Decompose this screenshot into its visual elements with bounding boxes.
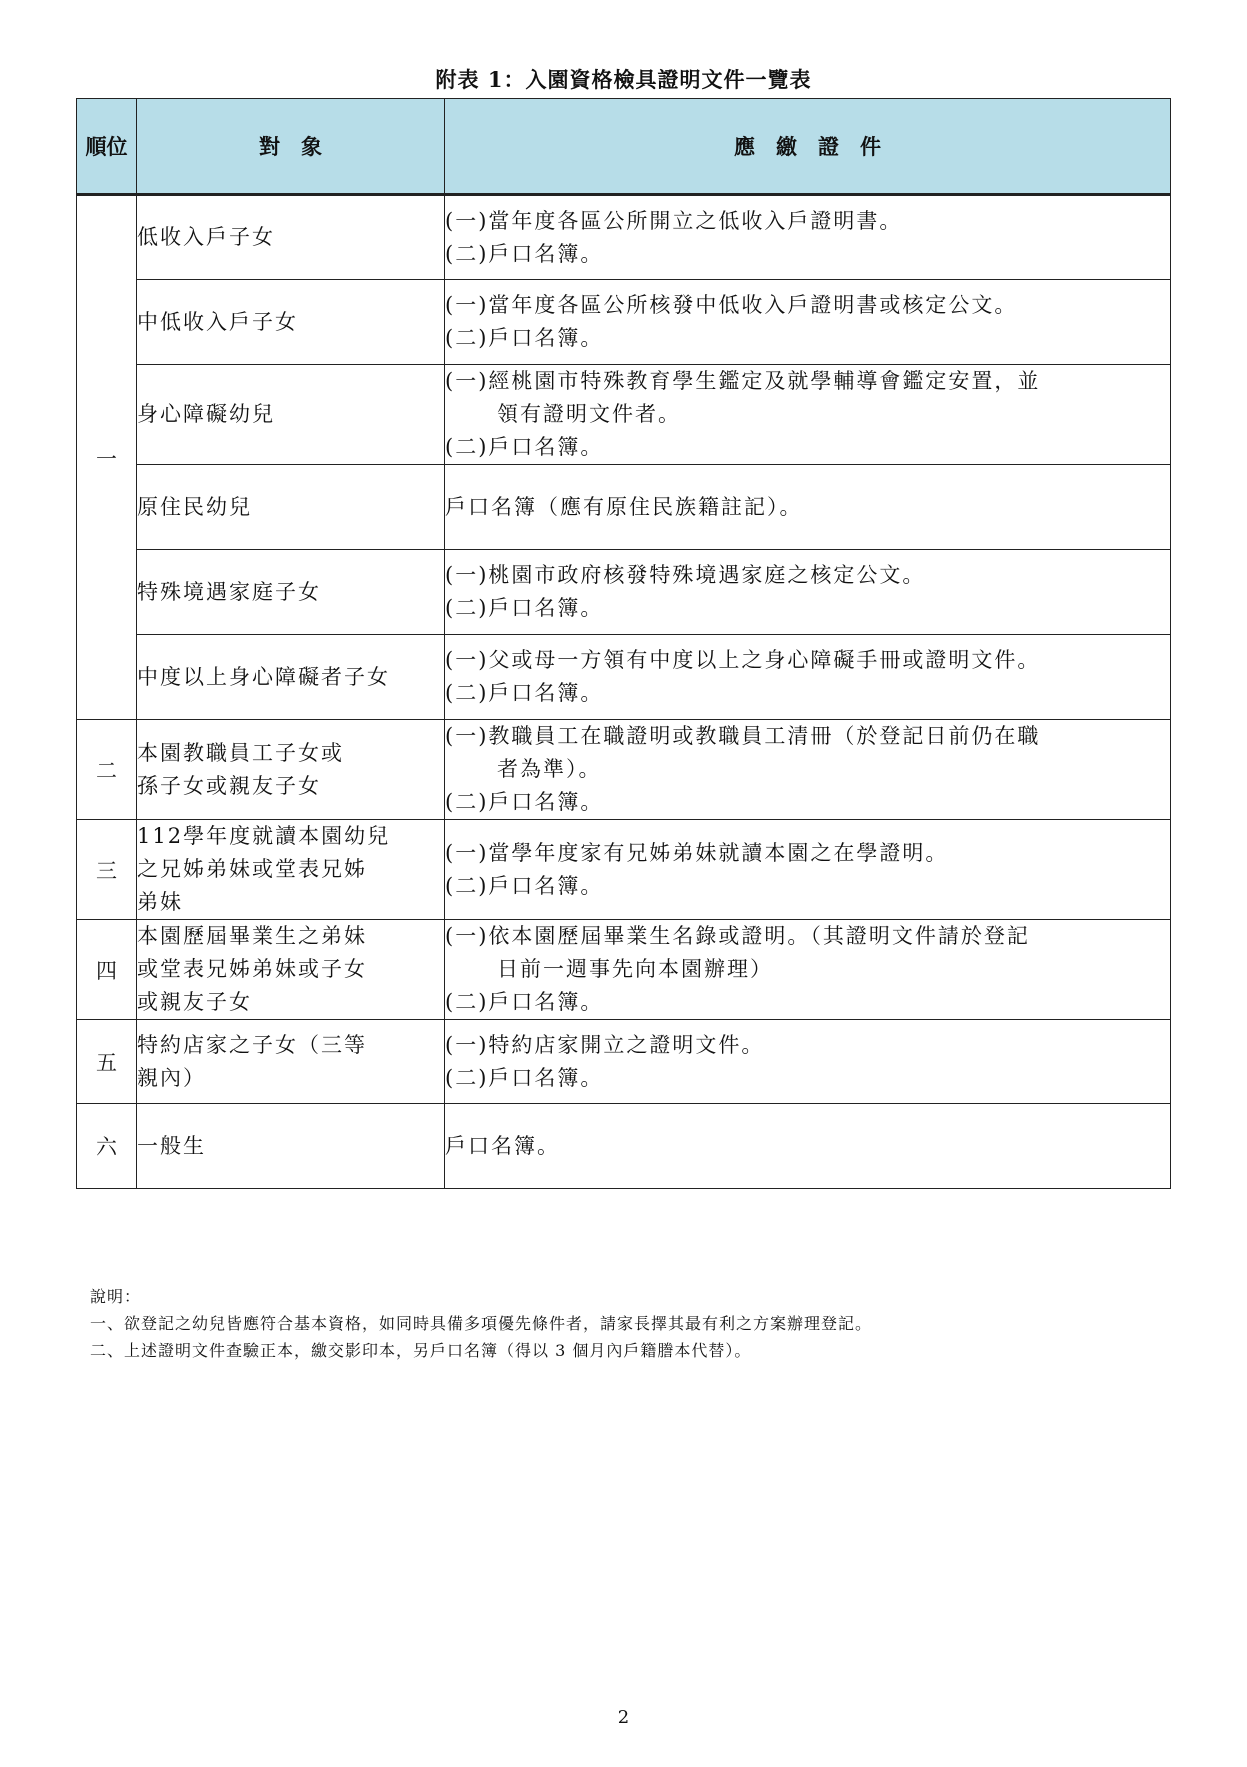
target-cell	[137, 1104, 445, 1189]
rank-cell: 六	[77, 1104, 137, 1189]
rank-cell: 三	[77, 820, 137, 920]
target-text: 或堂表兄姊弟妹或子女	[137, 957, 367, 981]
target-text: 孫子女或親友子女	[137, 773, 321, 798]
target-text: 或親友子女	[137, 990, 252, 1014]
document-line: (一)特約店家開立之證明文件。	[445, 1032, 765, 1057]
documents-cell	[445, 635, 1171, 720]
rank-cell: 一	[77, 195, 137, 720]
target-text: 112學年度就讀本園幼兒	[137, 824, 391, 848]
notes-section	[90, 1283, 872, 1364]
document-line: 戶口名簿（應有原住民族籍註記）。	[445, 494, 803, 519]
target-text: 原住民幼兒	[137, 494, 252, 519]
note-item: 一、欲登記之幼兒皆應符合基本資格，如同時具備多項優先條件者，請家長擇其最有利之方案辦理登記。	[90, 1314, 873, 1333]
table-row	[77, 820, 1171, 920]
table-row	[77, 720, 1171, 820]
table-row	[77, 280, 1171, 365]
document-line: (一)當學年度家有兄姊弟妹就讀本園之在學證明。	[445, 840, 949, 865]
document-line: (一)當年度各區公所開立之低收入戶證明書。	[445, 208, 903, 233]
note-item: 二、上述證明文件查驗正本，繳交影印本，另戶口名簿（得以 3 個月內戶籍謄本代替）。	[90, 1341, 752, 1360]
document-line: (二)戶口名簿。	[445, 873, 604, 898]
target-cell	[137, 280, 445, 365]
documents-table	[76, 98, 1171, 1189]
target-cell	[137, 635, 445, 720]
document-line: (二)戶口名簿。	[445, 596, 604, 620]
table-row	[77, 920, 1171, 1020]
target-text: 一般生	[137, 1133, 206, 1158]
target-cell	[137, 195, 445, 280]
documents-cell	[445, 365, 1171, 465]
document-line: 戶口名簿。	[445, 1133, 560, 1158]
target-text: 弟妹	[137, 890, 183, 914]
document-line: (二)戶口名簿。	[445, 990, 604, 1014]
documents-cell	[445, 1104, 1171, 1189]
target-text: 特約店家之子女（三等	[137, 1032, 367, 1057]
target-cell	[137, 820, 445, 920]
document-line: (一)桃園市政府核發特殊境遇家庭之核定公文。	[445, 563, 926, 587]
target-text: 之兄姊弟妹或堂表兄姊	[137, 857, 367, 881]
document-line: (二)戶口名簿。	[445, 1065, 604, 1090]
page-number: 2	[617, 1707, 630, 1728]
documents-cell	[445, 820, 1171, 920]
target-cell	[137, 1020, 445, 1104]
notes-heading: 說明：	[90, 1287, 142, 1306]
document-line: 者為準）。	[497, 757, 602, 781]
documents-cell	[445, 280, 1171, 365]
header-rank: 順位	[77, 99, 137, 195]
table-row	[77, 195, 1171, 280]
rank-cell: 五	[77, 1020, 137, 1104]
table-row	[77, 465, 1171, 550]
document-line: (一)經桃園市特殊教育學生鑑定及就學輔導會鑑定安置，並	[445, 369, 1041, 393]
document-line: (一)當年度各區公所核發中低收入戶證明書或核定公文。	[445, 293, 1018, 317]
document-line: (二)戶口名簿。	[445, 241, 604, 266]
table-row	[77, 635, 1171, 720]
target-text: 特殊境遇家庭子女	[137, 579, 321, 604]
target-text: 身心障礙幼兒	[137, 402, 275, 426]
documents-cell	[445, 195, 1171, 280]
table-row	[77, 365, 1171, 465]
table-row	[77, 550, 1171, 635]
target-text: 中低收入戶子女	[137, 309, 298, 334]
target-text: 中度以上身心障礙者子女	[137, 664, 390, 689]
documents-cell	[445, 720, 1171, 820]
target-text: 親內）	[137, 1065, 206, 1090]
document-line: 領有證明文件者。	[497, 402, 681, 426]
target-cell	[137, 550, 445, 635]
document-line: (二)戶口名簿。	[445, 326, 604, 350]
document-line: (二)戶口名簿。	[445, 790, 604, 814]
target-text: 低收入戶子女	[137, 225, 275, 249]
table-header-row	[77, 99, 1171, 195]
document-line: 日前一週事先向本園辦理）	[497, 957, 773, 981]
target-cell	[137, 465, 445, 550]
page-title: 附表 1：入園資格檢具證明文件一覽表	[435, 67, 812, 92]
rank-cell: 四	[77, 920, 137, 1020]
header-documents: 應 繳 證 件	[445, 99, 1171, 195]
document-line: (一)教職員工在職證明或教職員工清冊（於登記日前仍在職	[445, 724, 1041, 748]
document-line: (二)戶口名簿。	[445, 681, 604, 705]
table-row	[77, 1020, 1171, 1104]
table-body	[77, 195, 1171, 1189]
documents-cell	[445, 1020, 1171, 1104]
target-text: 本園歷屆畢業生之弟妹	[137, 924, 367, 948]
document-line: (一)父或母一方領有中度以上之身心障礙手冊或證明文件。	[445, 648, 1041, 672]
document-line: (一)依本園歷屆畢業生名錄或證明。（其證明文件請於登記	[445, 924, 1030, 948]
target-text: 本園教職員工子女或	[137, 740, 344, 765]
document-line: (二)戶口名簿。	[445, 435, 604, 459]
documents-cell	[445, 920, 1171, 1020]
documents-cell	[445, 550, 1171, 635]
table-row	[77, 1104, 1171, 1189]
target-cell	[137, 365, 445, 465]
target-cell	[137, 920, 445, 1020]
header-target: 對 象	[137, 99, 445, 195]
documents-cell	[445, 465, 1171, 550]
target-cell	[137, 720, 445, 820]
rank-cell: 二	[77, 720, 137, 820]
